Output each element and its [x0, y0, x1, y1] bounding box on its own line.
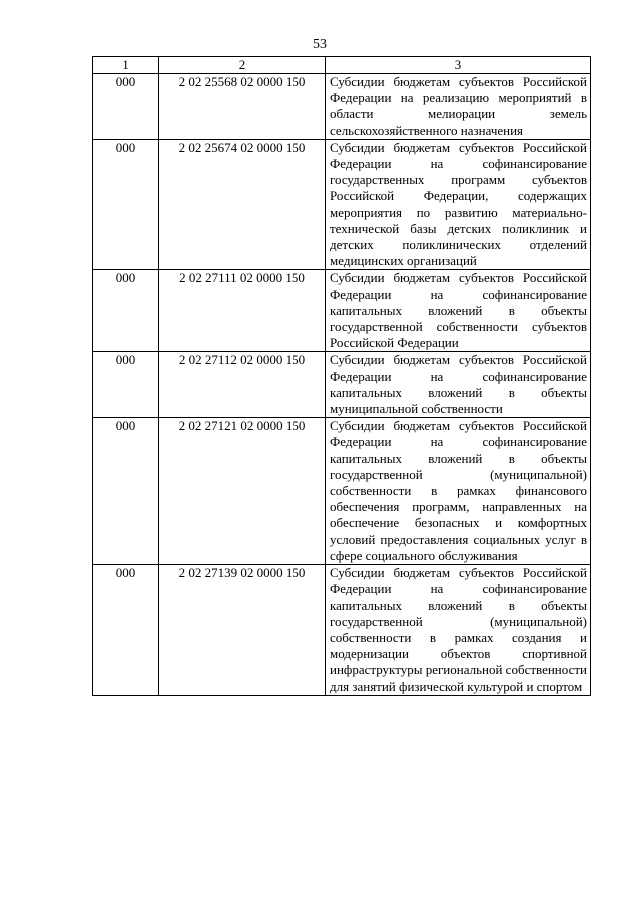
table-row [93, 74, 591, 140]
table-row [93, 565, 591, 696]
description-cell: Субсидии бюджетам субъектов Российской Федерации на реализацию мероприятий в области мелиорации земель сельскохозяйственного назначения [326, 74, 591, 140]
column-header-2: 2 [159, 57, 326, 74]
admin-code-cell: 000 [93, 565, 159, 696]
header-row [93, 57, 591, 74]
admin-code-cell: 000 [93, 352, 159, 418]
kbk-code-cell: 2 02 27121 02 0000 150 [159, 418, 326, 565]
description-cell: Субсидии бюджетам субъектов Российской Федерации на софинансирование капитальных вложений в объекты государственной (муниципальной) собственности в рамках финансового обеспечения программ, направленных на обеспечение безопасных и комфортных условий предоставления социальных услуг в сфере социального обслуживания [326, 418, 591, 565]
description-cell: Субсидии бюджетам субъектов Российской Федерации на софинансирование капитальных вложений в объекты муниципальной собственности [326, 352, 591, 418]
admin-code-cell: 000 [93, 139, 159, 270]
admin-code-cell: 000 [93, 418, 159, 565]
kbk-code-cell: 2 02 25568 02 0000 150 [159, 74, 326, 140]
page-number: 53 [313, 37, 327, 52]
column-header-1: 1 [93, 57, 159, 74]
description-cell: Субсидии бюджетам субъектов Российской Федерации на софинансирование государственных программ субъектов Российской Федерации, содержащих мероприятия по развитию материально-технической базы детских поликлиник и детских поликлинических отделений медицинских организаций [326, 139, 591, 270]
table-header [93, 57, 591, 74]
budget-classification-table [92, 56, 591, 696]
description-cell: Субсидии бюджетам субъектов Российской Федерации на софинансирование капитальных вложений в объекты государственной собственности субъектов Российской Федерации [326, 270, 591, 352]
admin-code-cell: 000 [93, 74, 159, 140]
admin-code-cell: 000 [93, 270, 159, 352]
kbk-code-cell: 2 02 27111 02 0000 150 [159, 270, 326, 352]
table-row [93, 270, 591, 352]
description-cell: Субсидии бюджетам субъектов Российской Федерации на софинансирование капитальных вложений в объекты государственной (муниципальной) собственности в рамках создания и модернизации объектов спортивной инфраструктуры региональной собственности для занятий физической культурой и спортом [326, 565, 591, 696]
kbk-code-cell: 2 02 27112 02 0000 150 [159, 352, 326, 418]
kbk-code-cell: 2 02 27139 02 0000 150 [159, 565, 326, 696]
kbk-code-cell: 2 02 25674 02 0000 150 [159, 139, 326, 270]
table-body [93, 74, 591, 696]
table-row [93, 352, 591, 418]
table-row [93, 418, 591, 565]
column-header-3: 3 [326, 57, 591, 74]
table-row [93, 139, 591, 270]
